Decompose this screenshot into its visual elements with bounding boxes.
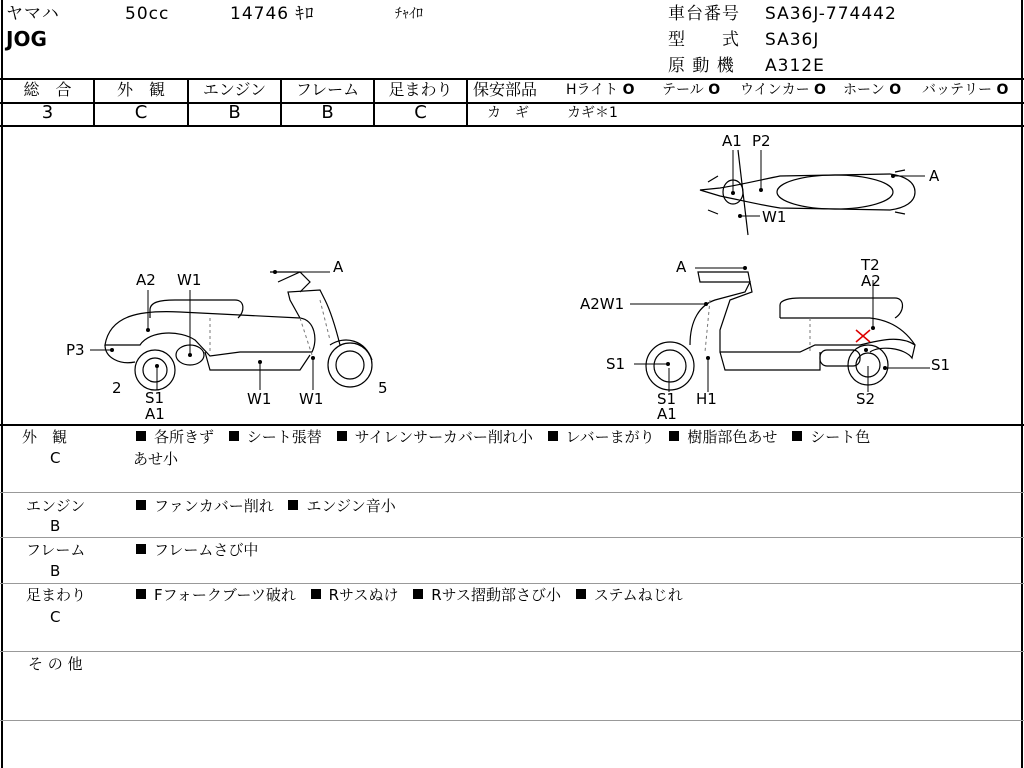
top-leaders xyxy=(733,150,925,216)
frame-grade-label: フレーム xyxy=(295,80,360,99)
safety-mid xyxy=(468,102,1024,104)
damage-mark-icon xyxy=(856,330,870,342)
bullet-square-icon xyxy=(413,589,423,599)
right-label-H1: H1 xyxy=(696,390,717,408)
overall-label: 総 合 xyxy=(23,80,72,99)
note-divider-1 xyxy=(0,492,1024,493)
top-label-W1: W1 xyxy=(762,208,787,226)
note-engine-items xyxy=(136,499,406,514)
note-exterior-item-1: 各所きず xyxy=(136,428,214,446)
note-frame-item-1: フレームさび中 xyxy=(136,541,258,559)
bullet-square-icon xyxy=(136,589,146,599)
right-label-A1: A1 xyxy=(657,405,677,423)
key-label: カ ギ xyxy=(487,105,529,121)
note-engine-item-2: エンジン音小 xyxy=(288,497,395,515)
safety-headlight: Hライト O xyxy=(566,82,635,98)
frame-no-label: 車台番号 xyxy=(668,4,740,24)
left-label-S1: S1 xyxy=(145,389,165,407)
bullet-square-icon xyxy=(136,544,146,554)
suspension-grade: C xyxy=(414,102,427,123)
note-divider-2 xyxy=(0,537,1024,538)
bullet-square-icon xyxy=(669,431,679,441)
right-label-A: A xyxy=(676,258,687,276)
left-label-A: A xyxy=(333,258,344,276)
engine-grade-label: エンジン xyxy=(202,80,267,99)
safety-horn: ホーン O xyxy=(843,82,902,98)
left-label-W1-front: W1 xyxy=(299,390,324,408)
bullet-square-icon xyxy=(792,431,802,441)
note-divider-3 xyxy=(0,583,1024,584)
right-label-S2: S2 xyxy=(856,390,876,408)
left-label-5: 5 xyxy=(378,379,388,397)
right-label-S1: S1 xyxy=(606,355,626,373)
exterior-label: 外 観 xyxy=(116,80,165,99)
note-suspension-item-1: Fフォークブーツ破れ xyxy=(136,586,296,604)
color: ﾁｬｲﾛ xyxy=(395,6,423,22)
left-label-A1: A1 xyxy=(145,405,165,423)
note-exterior-grade: C xyxy=(50,449,61,467)
note-exterior-item-2: シート張替 xyxy=(229,428,322,446)
note-engine-label: エンジン xyxy=(26,497,86,515)
maker: ヤマハ xyxy=(6,4,60,24)
note-exterior-item-6: シート色 xyxy=(792,428,870,446)
note-divider-5 xyxy=(0,720,1024,721)
exterior-grade: C xyxy=(134,102,148,123)
left-label-W1: W1 xyxy=(177,271,202,289)
note-suspension-item-4: ステムねじれ xyxy=(576,586,683,604)
col-divider-5 xyxy=(466,78,468,126)
note-engine-item-1: ファンカバー削れ xyxy=(136,497,274,515)
left-label-W1-floor: W1 xyxy=(247,390,272,408)
right-label-A2W1: A2W1 xyxy=(580,295,625,313)
note-divider-4 xyxy=(0,651,1024,652)
note-exterior-item-4: レバーまがり xyxy=(548,428,655,446)
note-exterior-item-5: 樹脂部色あせ xyxy=(669,428,777,446)
note-frame-label: フレーム xyxy=(26,541,86,559)
frame-no: SA36J-774442 xyxy=(765,4,897,24)
displacement: 50cc xyxy=(125,4,170,24)
engine-code: A312E xyxy=(765,56,825,76)
note-other-label: そ の 他 xyxy=(28,655,83,673)
engine-grade: B xyxy=(228,102,241,123)
safety-tail: テール O xyxy=(662,82,721,98)
note-suspension-items xyxy=(136,588,693,603)
right-leaders xyxy=(630,268,930,392)
suspension-grade-label: 足まわり xyxy=(388,80,453,99)
left-side-scooter xyxy=(105,272,372,390)
note-exterior-label: 外 観 xyxy=(22,428,68,446)
left-label-A2: A2 xyxy=(136,271,156,289)
top-label-A1: A1 xyxy=(722,132,742,150)
safety-winker: ウインカー O xyxy=(740,82,826,98)
mileage: 14746 ｷﾛ xyxy=(230,4,315,24)
safety-label: 保安部品 xyxy=(473,80,538,99)
note-exterior-item-3: サイレンサーカバー削れ小 xyxy=(337,428,533,446)
note-engine-grade: B xyxy=(50,517,61,535)
note-exterior-items xyxy=(136,430,880,445)
right-label-S1-wheel: S1 xyxy=(657,390,677,408)
top-label-P2: P2 xyxy=(752,132,771,150)
bullet-square-icon xyxy=(136,500,146,510)
bullet-square-icon xyxy=(288,500,298,510)
key-value: カギ＊1 xyxy=(567,105,618,121)
note-suspension-item-2: Rサスぬけ xyxy=(311,586,399,604)
scooter-diagrams xyxy=(0,127,1024,423)
bullet-square-icon xyxy=(337,431,347,441)
note-frame-grade: B xyxy=(50,562,61,580)
left-label-2: 2 xyxy=(112,379,122,397)
right-label-T2: T2 xyxy=(861,256,880,274)
note-frame-items xyxy=(136,543,268,558)
overall-grade: 3 xyxy=(41,102,54,123)
bullet-square-icon xyxy=(576,589,586,599)
note-suspension-grade: C xyxy=(50,608,61,626)
note-suspension-item-3: Rサス摺動部さび小 xyxy=(413,586,561,604)
model-label: 型 式 xyxy=(668,30,740,50)
top-label-A: A xyxy=(929,167,940,185)
note-exterior-cont: あせ小 xyxy=(133,450,179,468)
left-label-P3: P3 xyxy=(66,341,85,359)
model-code: SA36J xyxy=(765,30,820,50)
right-label-A2: A2 xyxy=(861,272,881,290)
bullet-square-icon xyxy=(311,589,321,599)
bullet-square-icon xyxy=(136,431,146,441)
safety-battery: バッテリー O xyxy=(922,82,1009,98)
frame-grade: B xyxy=(321,102,334,123)
bullet-square-icon xyxy=(229,431,239,441)
diagram-bottom xyxy=(0,424,1024,426)
model-name: JOG xyxy=(6,27,47,51)
engine-label: 原 動 機 xyxy=(668,56,735,76)
bullet-square-icon xyxy=(548,431,558,441)
right-label-S1-rear: S1 xyxy=(931,356,951,374)
note-suspension-label: 足まわり xyxy=(26,586,87,604)
